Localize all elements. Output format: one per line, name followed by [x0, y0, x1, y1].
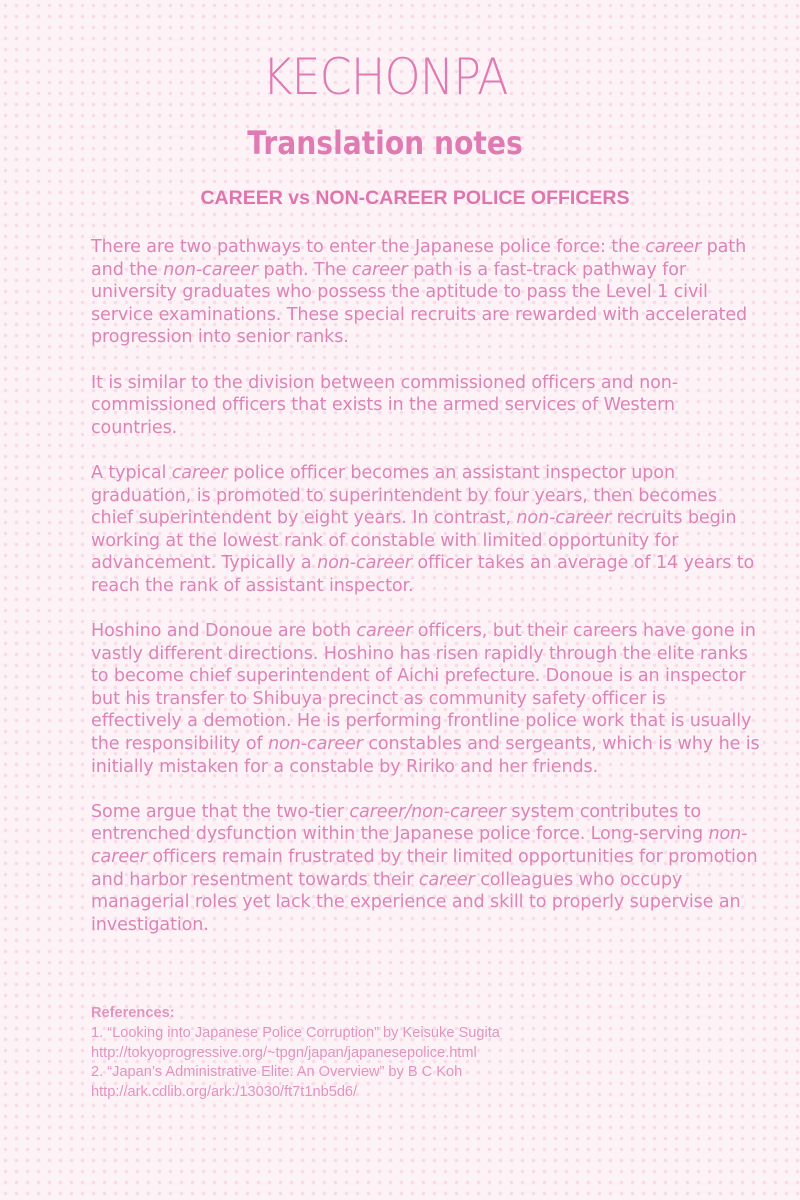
italic-term: career	[356, 621, 413, 642]
page-subtitle: Translation notes	[247, 124, 523, 162]
section-heading: CAREER vs NON-CAREER POLICE OFFICERS	[200, 187, 630, 209]
reference-2-title: 2. “Japan’s Administrative Elite: An Overview” by B C Koh	[91, 1064, 463, 1081]
italic-term: non-career	[163, 259, 258, 280]
italic-term: non-career	[317, 553, 412, 574]
references-heading: References:	[91, 1005, 175, 1021]
italic-term: non-career	[268, 734, 363, 755]
references-section	[91, 1004, 771, 1103]
reference-1-title: 1. “Looking into Japanese Police Corruption” by Keisuke Sugita	[91, 1024, 500, 1041]
paragraph-1: There are two pathways to enter the Japanese police force: the career path and the non-career path. The career path is a fast-track pathway for university graduates who possess the aptitude to pass the Level 1 civil service examinations. These special recruits are rewarded with accelerated progression into senior ranks.	[91, 237, 748, 348]
italic-term: non-career	[91, 824, 748, 868]
paragraph-2: It is similar to the division between commissioned officers and non-commissioned officers that exists in the armed services of Western countries.	[91, 372, 679, 438]
paragraph-5: Some argue that the two-tier career/non-career system contributes to entrenched dysfunction within the Japanese police force. Long-serving non-career officers remain frustrated by their limited opportunities for promotion and harbor resentment towards their career colleagues who occupy managerial roles yet lack the experience and skill to properly supervise an investigation.	[91, 801, 758, 935]
italic-term: career	[171, 462, 228, 483]
italic-term: non-career	[516, 508, 612, 529]
page-title: KECHONPA	[262, 48, 508, 106]
italic-term: career	[418, 869, 475, 890]
reference-1-url[interactable]: http://tokyoprogressive.org/~tpgn/japan/japanesepolice.html	[91, 1044, 477, 1061]
italic-term: career	[351, 259, 408, 280]
paragraph-4: Hoshino and Donoue are both career officers, but their careers have gone in vastly different directions. Hoshino has risen rapidly through the elite ranks to become chief superintendent of Aichi prefecture. Donoue is an inspector but his transfer to Shibuya precinct as community safety officer is effectively a demotion. He is performing frontline police work that is usually the responsibility of non-career constables and sergeants, which is why he is initially mistaken for a constable by Ririko and her friends.	[91, 621, 760, 777]
italic-term: career	[645, 237, 702, 257]
italic-term: career/non-career	[349, 801, 506, 822]
reference-2-url[interactable]: http://ark.cdlib.org/ark:/13030/ft7t1nb5d6/	[91, 1084, 358, 1101]
notes-body	[91, 236, 761, 959]
paragraph-3: A typical career police officer becomes an assistant inspector upon graduation, is promoted to superintendent by four years, then becomes chief superintendent by eight years. In contrast, non-career recruits begin working at the lowest rank of constable with limited opportunity for advancement. Typically a non-career officer takes an average of 14 years to reach the rank of assistant inspector.	[91, 462, 755, 596]
